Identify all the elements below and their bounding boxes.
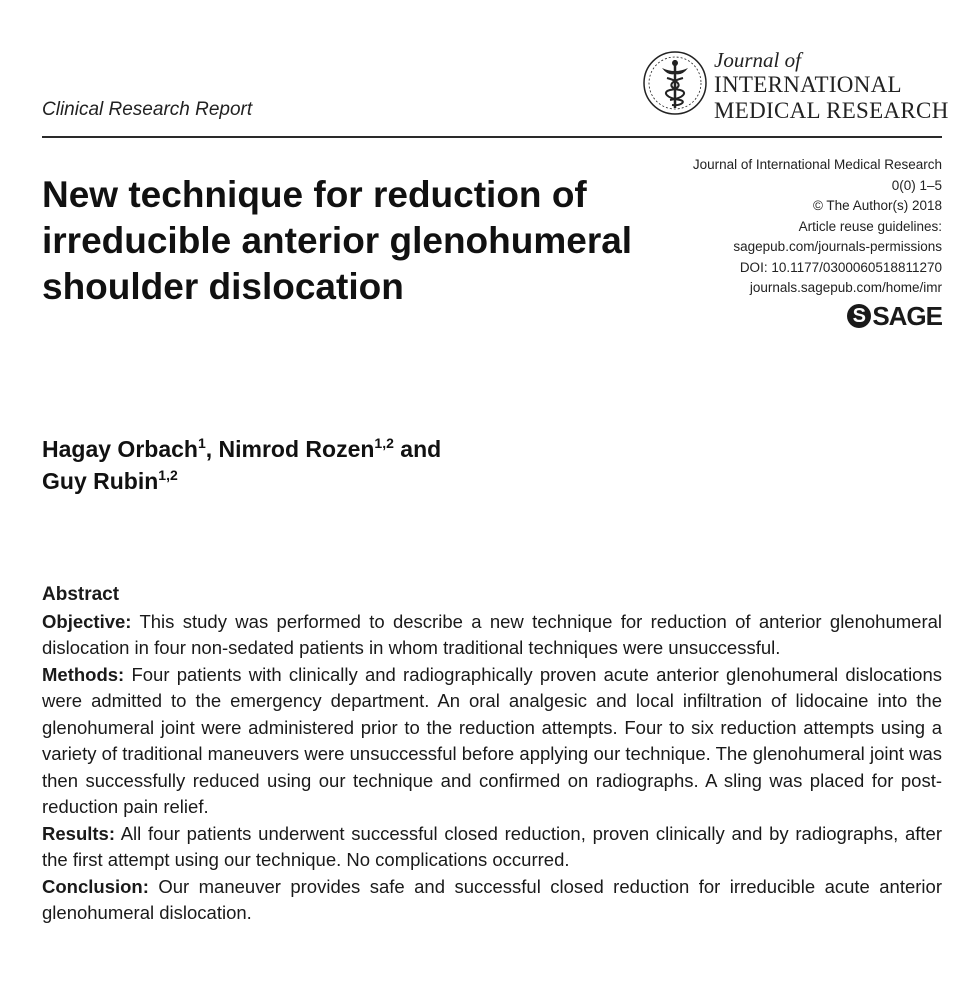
meta-home-link[interactable]: journals.sagepub.com/home/imr: [749, 280, 942, 295]
results-label: Results:: [42, 822, 115, 844]
header-divider: [42, 136, 942, 138]
meta-journal: Journal of International Medical Research: [692, 157, 942, 172]
author-separator: ,: [205, 436, 219, 462]
article-title: New technique for reduction of irreducible anterior glenohumeral shoulder dislocation: [42, 174, 633, 307]
abstract-methods: [42, 662, 942, 821]
results-text: All four patients underwent successful closed reduction, proven clinically and by radiographs, after the first attempt using our technique. No complications occurred.: [42, 822, 942, 870]
author-affiliation: 1,2: [374, 435, 394, 451]
abstract-conclusion: [42, 874, 942, 927]
meta-doi[interactable]: DOI: 10.1177/0300060518811270: [739, 259, 942, 275]
meta-volume: 0(0) 1–5: [891, 177, 942, 193]
journal-logo-line-2: MEDICAL RESEARCH: [714, 98, 949, 123]
objective-label: Objective:: [42, 610, 132, 632]
author-name: Guy Rubin: [42, 468, 159, 494]
author-name: Nimrod Rozen: [218, 436, 375, 462]
author-separator: and: [393, 436, 442, 462]
journal-logo-of: Journal of: [714, 48, 801, 72]
journal-logo-line-1: INTERNATIONAL: [714, 72, 902, 97]
abstract-results: [42, 821, 942, 874]
sage-s-icon: S: [847, 304, 871, 328]
meta-reuse-link[interactable]: sagepub.com/journals-permissions: [733, 239, 942, 254]
objective-text: This study was performed to describe a new technique for reduction of anterior glenohumeral dislocation in four non-sedated patients in whom traditional techniques were unsuccessful.: [42, 610, 943, 658]
author-list: [42, 433, 662, 497]
abstract-heading: Abstract: [42, 584, 120, 605]
article-type-label: Clinical Research Report: [42, 99, 253, 120]
abstract-section: [42, 582, 942, 927]
caduceus-icon: [642, 50, 708, 116]
sage-wordmark: SAGE: [872, 300, 942, 331]
meta-reuse-label: Article reuse guidelines:: [798, 218, 942, 234]
methods-text: Four patients with clinically and radiographically proven acute anterior glenohumeral dislocations were admitted to the emergency department. An oral analgesic and local infiltration of lidocaine into the glenohumeral joint were administered prior to the reduction attempts. Four to six reduction attempts using a variety of traditional maneuvers were unsuccessful before applying our technique. The glenohumeral joint was then successfully reduced using our technique and confirmed on radiographs. A sling was placed for post-reduction pain relief.: [42, 663, 943, 817]
methods-label: Methods:: [42, 663, 125, 685]
sage-logo: [847, 300, 942, 332]
author-name: Hagay Orbach: [42, 436, 198, 462]
publication-meta: [693, 155, 942, 299]
journal-logo: [640, 48, 949, 130]
abstract-objective: [42, 609, 942, 662]
meta-copyright: © The Author(s) 2018: [812, 198, 942, 213]
conclusion-text: Our maneuver provides safe and successful closed reduction for irreducible acute anterior glenohumeral dislocation.: [42, 875, 942, 923]
conclusion-label: Conclusion:: [42, 875, 149, 897]
author-affiliation: 1: [197, 435, 206, 451]
author-affiliation: 1,2: [158, 467, 178, 483]
